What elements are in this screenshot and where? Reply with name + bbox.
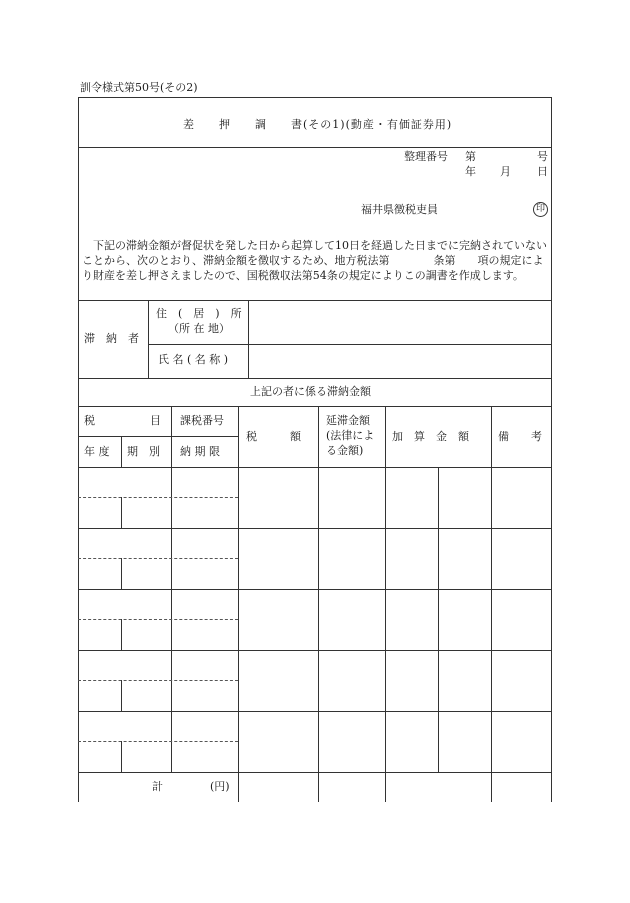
amount-section-title: 上記の者に係る滞納金額 [250, 385, 371, 398]
col-late-fee-2: (法律によ [326, 429, 375, 442]
form-number: 訓令様式第50号(その2) [80, 81, 198, 94]
date-day: 日 [537, 165, 548, 178]
table-row [78, 680, 238, 681]
ref-go: 号 [537, 150, 548, 163]
col-tax-amount: 税 額 [246, 430, 301, 443]
table-row-border [78, 711, 551, 712]
grid-v-remarks [491, 406, 492, 802]
table-row [78, 619, 238, 620]
table-row [78, 497, 238, 498]
table-row-border [78, 772, 551, 773]
ref-dai: 第 [465, 150, 476, 163]
title-main: 差 押 調 書 [183, 118, 303, 131]
col-late-fee-1: 延滞金額 [326, 414, 370, 427]
grid-v-additional-split [438, 467, 439, 772]
col-remarks: 備 考 [498, 430, 542, 443]
taxpayer-field-divider [248, 300, 249, 378]
col-tax-item: 税 目 [84, 414, 161, 427]
ref-label: 整理番号 [404, 150, 448, 163]
taxpayer-label: 滞 納 者 [84, 332, 139, 345]
grid-v-period-header [121, 436, 122, 467]
total-unit: (円) [210, 780, 230, 793]
section-title-top [78, 378, 551, 379]
table-row-split [121, 619, 122, 650]
table-row-split [121, 741, 122, 772]
date-month: 月 [500, 165, 511, 178]
column-header-mid [78, 436, 238, 437]
frame-top [78, 97, 551, 98]
col-additional: 加 算 金 額 [392, 430, 469, 443]
col-late-fee-3: る金額) [326, 444, 364, 457]
address-label-2: （所 在 地） [168, 322, 230, 335]
taxpayer-mid [148, 344, 551, 345]
col-fiscal-year: 年 度 [84, 445, 110, 458]
body-paragraph: 下記の滞納金額が督促状を発した日から起算して10日を経過した日までに完納されていないことから、次のとおり、滞納金額を徴収するため、地方税法第 条第 項の規定により財産を差し押さえましたので、国税徴収法第54条の規定によりこの調書を作成します。 [82, 239, 547, 282]
seal-mark: 印 [533, 202, 548, 217]
table-row-split [121, 558, 122, 589]
total-label: 計 [152, 780, 163, 793]
table-row [78, 741, 238, 742]
grid-v-additional [385, 406, 386, 802]
col-due-date: 納 期 限 [180, 445, 220, 458]
table-row-split [121, 680, 122, 711]
title-suffix: (その1)(動産・有価証券用) [303, 118, 453, 131]
grid-v-late-fee [318, 406, 319, 802]
table-row [78, 558, 238, 559]
name-label: 氏 名 ( 名 称 ) [158, 353, 229, 366]
table-row-border [78, 528, 551, 529]
col-tax-number: 課税番号 [180, 414, 224, 427]
address-label-1: 住 ( 居 ) 所 [156, 307, 242, 320]
official-title: 福井県徴税吏員 [361, 203, 438, 216]
column-header-bottom [78, 467, 551, 468]
table-row-border [78, 589, 551, 590]
column-header-top [78, 406, 551, 407]
grid-v-tax-amount [238, 406, 239, 802]
taxpayer-label-divider [148, 300, 149, 378]
frame-right [551, 97, 552, 802]
title-divider [78, 147, 551, 148]
col-period: 期 別 [127, 445, 160, 458]
document-title [183, 118, 452, 132]
frame-left [78, 97, 79, 802]
table-row-split [121, 497, 122, 528]
date-year: 年 [465, 165, 476, 178]
table-row-border [78, 650, 551, 651]
